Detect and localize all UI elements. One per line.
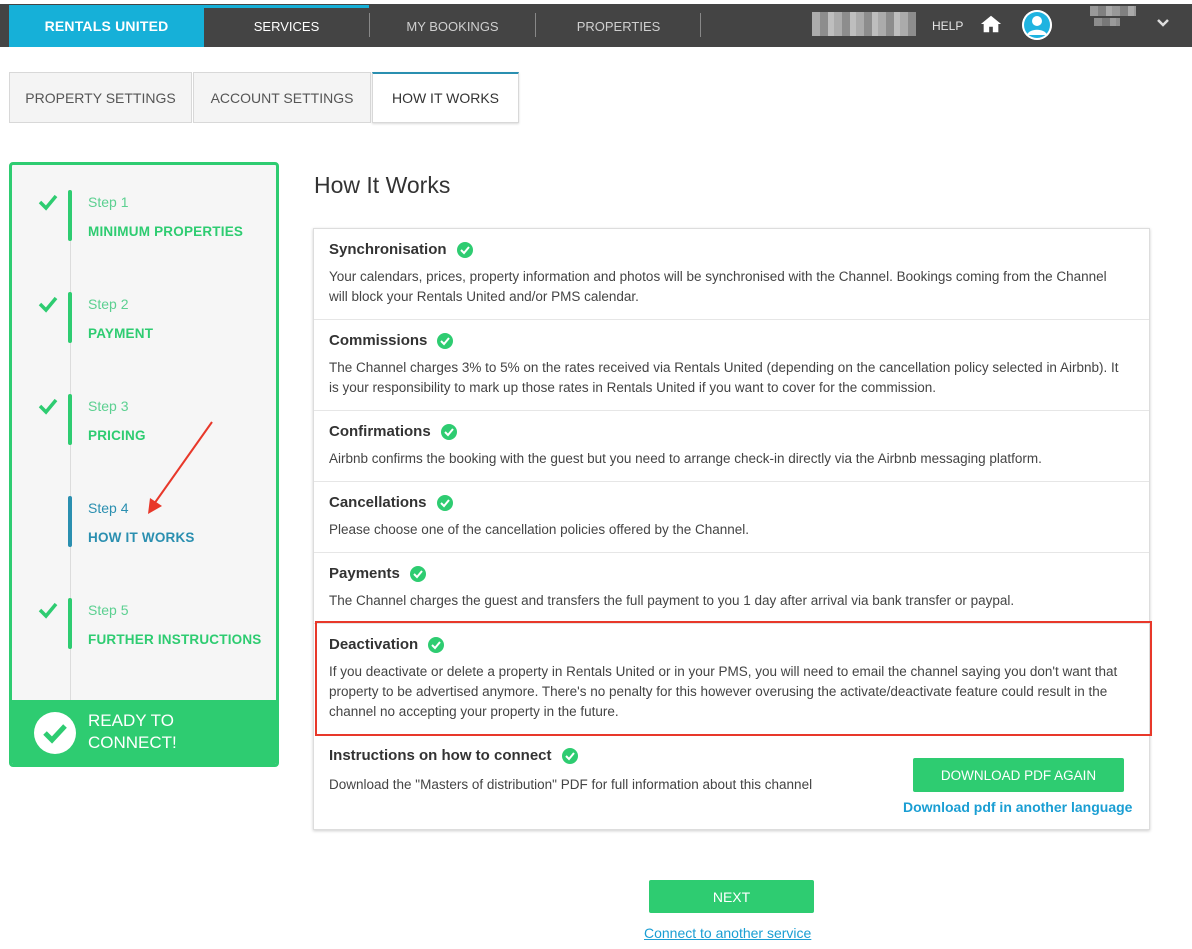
user-icon — [1022, 10, 1052, 40]
section-heading — [329, 423, 457, 440]
step-title: FURTHER INSTRUCTIONS — [88, 632, 262, 647]
top-border — [0, 0, 1192, 4]
section-heading — [329, 747, 578, 764]
step-indicator — [68, 598, 72, 649]
section-text: The Channel charges 3% to 5% on the rates received via Rentals United (depending on the cancellation policy selected in Airbnb). It is your responsibility to mark up those rates in Rentals United if you want to cover for the commission. — [329, 360, 1119, 395]
step-1[interactable] — [12, 190, 276, 250]
tab-account-settings[interactable]: ACCOUNT SETTINGS — [193, 72, 371, 123]
step-2[interactable] — [12, 292, 276, 352]
check-icon — [38, 396, 58, 416]
check-circle-icon — [437, 495, 453, 511]
help-link[interactable]: HELP — [932, 19, 964, 33]
step-indicator — [68, 394, 72, 445]
home-icon[interactable] — [980, 13, 1002, 35]
connect-another-service-link[interactable]: Connect to another service — [644, 925, 812, 941]
section-cancellations — [314, 482, 1149, 553]
step-5[interactable] — [12, 598, 276, 658]
chevron-down-icon[interactable] — [1156, 16, 1170, 30]
redacted-user-info — [1094, 18, 1120, 26]
step-number: Step 3 — [88, 398, 129, 414]
section-heading-text: Payments — [329, 565, 400, 582]
check-icon — [38, 600, 58, 620]
section-heading — [329, 494, 453, 511]
section-heading-text: Instructions on how to connect — [329, 747, 552, 764]
ready-line-2: CONNECT! — [88, 733, 177, 752]
tab-property-settings[interactable]: PROPERTY SETTINGS — [9, 72, 192, 123]
section-text: Please choose one of the cancellation policies offered by the Channel. — [329, 522, 750, 537]
section-heading — [329, 241, 473, 258]
annotation-arrow — [140, 418, 220, 518]
check-circle-icon — [457, 242, 473, 258]
check-circle-icon — [441, 424, 457, 440]
ready-line-1: READY TO — [88, 711, 174, 730]
section-commissions — [314, 320, 1149, 411]
step-title: PAYMENT — [88, 326, 154, 341]
step-title: PRICING — [88, 428, 146, 443]
nav-services[interactable]: SERVICES — [204, 5, 369, 47]
section-confirmations — [314, 411, 1149, 482]
section-synchronisation — [314, 229, 1149, 320]
check-circle-icon — [34, 712, 76, 754]
deactivation-highlight-box — [315, 621, 1152, 736]
section-heading-text: Cancellations — [329, 494, 427, 511]
section-heading-text: Confirmations — [329, 423, 431, 440]
redacted-user-info — [1090, 6, 1136, 16]
step-indicator — [68, 292, 72, 343]
step-title: MINIMUM PROPERTIES — [88, 224, 244, 239]
check-icon — [38, 294, 58, 314]
check-circle-icon — [410, 566, 426, 582]
tab-how-it-works[interactable]: HOW IT WORKS — [372, 72, 519, 123]
settings-tabs — [9, 72, 520, 123]
ready-to-connect-banner — [12, 700, 276, 764]
check-circle-icon — [562, 748, 578, 764]
nav-properties[interactable]: PROPERTIES — [576, 18, 661, 34]
step-indicator — [68, 496, 72, 547]
ready-text — [88, 710, 177, 754]
nav-my-bookings[interactable]: MY BOOKINGS — [406, 18, 499, 34]
section-text: The Channel charges the guest and transfers the full payment to you 1 day after arrival via bank transfer or paypal. — [329, 593, 1015, 608]
step-number: Step 2 — [88, 296, 129, 312]
section-text: Your calendars, prices, property information and photos will be synchronised with the Channel. Bookings coming from the Channel will block your Rentals United and/or PMS calendar. — [329, 269, 1107, 304]
next-button[interactable]: NEXT — [649, 880, 814, 913]
step-indicator — [68, 190, 72, 241]
step-number: Step 4 — [88, 500, 129, 516]
section-heading-text: Deactivation — [329, 636, 419, 653]
download-other-language-link[interactable]: Download pdf in another language — [903, 799, 1133, 815]
step-number: Step 5 — [88, 602, 129, 618]
section-heading — [329, 332, 453, 349]
page-title: How It Works — [314, 172, 451, 198]
section-text: Download the "Masters of distribution" PDF for full information about this channel — [329, 777, 813, 792]
user-avatar[interactable] — [1022, 10, 1052, 40]
check-circle-icon — [437, 333, 453, 349]
section-text: If you deactivate or delete a property in Rentals United or in your PMS, you will need to email the channel saying you don't want that property to be advertised anymore. There's no penalty for this however overusing the activate/deactivate feature could result in the channel no accepting your property in the future. — [329, 664, 1118, 719]
check-icon — [38, 192, 58, 212]
section-payments — [314, 553, 1149, 624]
section-text: Airbnb confirms the booking with the guest but you need to arrange check-in directly via the Airbnb messaging platform. — [329, 451, 1042, 466]
ready-check-badge — [34, 712, 76, 754]
step-title: HOW IT WORKS — [88, 530, 195, 545]
step-number: Step 1 — [88, 194, 129, 210]
how-it-works-card — [313, 228, 1150, 830]
section-heading-text: Synchronisation — [329, 241, 447, 258]
section-heading — [329, 565, 426, 582]
section-heading-text: Commissions — [329, 332, 428, 349]
redacted-account-name — [812, 12, 916, 36]
nav-divider — [700, 13, 701, 37]
download-pdf-button[interactable]: DOWNLOAD PDF AGAIN — [913, 758, 1124, 792]
brand-logo[interactable]: RENTALS UNITED — [9, 5, 204, 47]
top-navbar — [0, 0, 1192, 47]
